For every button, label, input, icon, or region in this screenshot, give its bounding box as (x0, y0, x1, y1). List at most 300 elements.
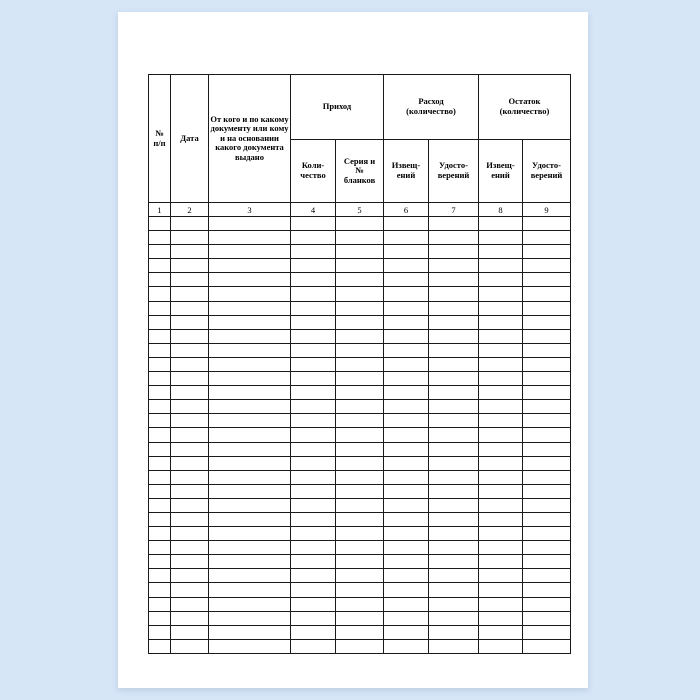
table-cell-empty[interactable] (384, 301, 429, 315)
table-row[interactable] (149, 541, 571, 555)
table-cell-empty[interactable] (149, 259, 171, 273)
table-cell-empty[interactable] (336, 301, 384, 315)
table-cell-empty[interactable] (384, 231, 429, 245)
table-cell-empty[interactable] (209, 217, 291, 231)
table-cell-empty[interactable] (429, 217, 479, 231)
table-cell-empty[interactable] (209, 301, 291, 315)
table-cell-empty[interactable] (523, 456, 571, 470)
table-cell-empty[interactable] (336, 583, 384, 597)
table-cell-empty[interactable] (384, 498, 429, 512)
table-cell-empty[interactable] (171, 611, 209, 625)
table-cell-empty[interactable] (384, 456, 429, 470)
table-cell-empty[interactable] (479, 470, 523, 484)
table-cell-empty[interactable] (336, 569, 384, 583)
table-cell-empty[interactable] (291, 372, 336, 386)
table-cell-empty[interactable] (384, 343, 429, 357)
table-cell-empty[interactable] (429, 259, 479, 273)
table-cell-empty[interactable] (149, 583, 171, 597)
table-cell-empty[interactable] (336, 456, 384, 470)
table-cell-empty[interactable] (384, 512, 429, 526)
table-cell-empty[interactable] (336, 512, 384, 526)
table-cell-empty[interactable] (149, 470, 171, 484)
table-cell-empty[interactable] (171, 400, 209, 414)
table-cell-empty[interactable] (479, 372, 523, 386)
table-row[interactable] (149, 301, 571, 315)
table-cell-empty[interactable] (384, 217, 429, 231)
table-cell-empty[interactable] (149, 287, 171, 301)
table-cell-empty[interactable] (523, 442, 571, 456)
table-row[interactable] (149, 639, 571, 653)
table-row[interactable] (149, 400, 571, 414)
table-cell-empty[interactable] (336, 484, 384, 498)
table-cell-empty[interactable] (149, 498, 171, 512)
table-cell-empty[interactable] (479, 259, 523, 273)
table-cell-empty[interactable] (523, 541, 571, 555)
table-cell-empty[interactable] (336, 372, 384, 386)
table-cell-empty[interactable] (429, 315, 479, 329)
table-cell-empty[interactable] (209, 315, 291, 329)
table-cell-empty[interactable] (479, 231, 523, 245)
table-cell-empty[interactable] (291, 287, 336, 301)
table-cell-empty[interactable] (171, 512, 209, 526)
table-cell-empty[interactable] (209, 329, 291, 343)
table-cell-empty[interactable] (171, 217, 209, 231)
table-cell-empty[interactable] (479, 527, 523, 541)
table-cell-empty[interactable] (479, 273, 523, 287)
table-cell-empty[interactable] (384, 541, 429, 555)
table-row[interactable] (149, 583, 571, 597)
table-row[interactable] (149, 498, 571, 512)
table-cell-empty[interactable] (149, 597, 171, 611)
table-cell-empty[interactable] (479, 625, 523, 639)
table-cell-empty[interactable] (384, 259, 429, 273)
table-cell-empty[interactable] (291, 357, 336, 371)
table-cell-empty[interactable] (384, 597, 429, 611)
table-cell-empty[interactable] (336, 343, 384, 357)
table-cell-empty[interactable] (291, 611, 336, 625)
table-cell-empty[interactable] (523, 273, 571, 287)
table-cell-empty[interactable] (523, 414, 571, 428)
table-cell-empty[interactable] (209, 470, 291, 484)
table-cell-empty[interactable] (479, 329, 523, 343)
table-cell-empty[interactable] (479, 386, 523, 400)
table-cell-empty[interactable] (291, 541, 336, 555)
table-cell-empty[interactable] (149, 611, 171, 625)
table-cell-empty[interactable] (429, 357, 479, 371)
table-cell-empty[interactable] (523, 484, 571, 498)
table-cell-empty[interactable] (479, 400, 523, 414)
table-cell-empty[interactable] (171, 259, 209, 273)
table-row[interactable] (149, 414, 571, 428)
table-cell-empty[interactable] (523, 611, 571, 625)
table-cell-empty[interactable] (429, 442, 479, 456)
table-cell-empty[interactable] (209, 583, 291, 597)
table-cell-empty[interactable] (429, 583, 479, 597)
table-row[interactable] (149, 484, 571, 498)
table-row[interactable] (149, 442, 571, 456)
table-cell-empty[interactable] (523, 512, 571, 526)
table-cell-empty[interactable] (171, 555, 209, 569)
table-cell-empty[interactable] (209, 386, 291, 400)
table-cell-empty[interactable] (523, 315, 571, 329)
table-cell-empty[interactable] (171, 456, 209, 470)
table-cell-empty[interactable] (171, 231, 209, 245)
table-cell-empty[interactable] (291, 245, 336, 259)
table-cell-empty[interactable] (171, 639, 209, 653)
table-cell-empty[interactable] (291, 484, 336, 498)
table-cell-empty[interactable] (523, 555, 571, 569)
table-cell-empty[interactable] (209, 611, 291, 625)
table-cell-empty[interactable] (171, 287, 209, 301)
table-cell-empty[interactable] (209, 541, 291, 555)
table-cell-empty[interactable] (171, 569, 209, 583)
table-cell-empty[interactable] (429, 470, 479, 484)
table-cell-empty[interactable] (209, 414, 291, 428)
table-cell-empty[interactable] (479, 442, 523, 456)
table-cell-empty[interactable] (209, 512, 291, 526)
table-cell-empty[interactable] (149, 217, 171, 231)
table-cell-empty[interactable] (209, 428, 291, 442)
table-cell-empty[interactable] (336, 315, 384, 329)
table-cell-empty[interactable] (523, 287, 571, 301)
table-cell-empty[interactable] (523, 625, 571, 639)
table-cell-empty[interactable] (384, 315, 429, 329)
table-cell-empty[interactable] (291, 456, 336, 470)
table-cell-empty[interactable] (336, 386, 384, 400)
table-cell-empty[interactable] (479, 343, 523, 357)
table-cell-empty[interactable] (171, 372, 209, 386)
table-cell-empty[interactable] (429, 541, 479, 555)
table-cell-empty[interactable] (336, 357, 384, 371)
table-cell-empty[interactable] (209, 498, 291, 512)
table-cell-empty[interactable] (479, 287, 523, 301)
table-cell-empty[interactable] (291, 259, 336, 273)
table-cell-empty[interactable] (384, 245, 429, 259)
table-row[interactable] (149, 512, 571, 526)
table-cell-empty[interactable] (479, 583, 523, 597)
table-cell-empty[interactable] (384, 527, 429, 541)
table-row[interactable] (149, 217, 571, 231)
table-cell-empty[interactable] (149, 400, 171, 414)
table-cell-empty[interactable] (336, 611, 384, 625)
table-cell-empty[interactable] (429, 414, 479, 428)
table-cell-empty[interactable] (209, 442, 291, 456)
table-cell-empty[interactable] (384, 357, 429, 371)
table-cell-empty[interactable] (429, 428, 479, 442)
table-cell-empty[interactable] (291, 273, 336, 287)
table-cell-empty[interactable] (149, 231, 171, 245)
table-cell-empty[interactable] (336, 625, 384, 639)
table-cell-empty[interactable] (479, 555, 523, 569)
table-cell-empty[interactable] (149, 569, 171, 583)
table-cell-empty[interactable] (384, 639, 429, 653)
table-row[interactable] (149, 357, 571, 371)
table-row[interactable] (149, 259, 571, 273)
table-cell-empty[interactable] (171, 527, 209, 541)
table-cell-empty[interactable] (149, 442, 171, 456)
table-cell-empty[interactable] (171, 498, 209, 512)
table-cell-empty[interactable] (523, 329, 571, 343)
table-cell-empty[interactable] (384, 555, 429, 569)
table-row[interactable] (149, 611, 571, 625)
table-cell-empty[interactable] (336, 541, 384, 555)
table-cell-empty[interactable] (336, 287, 384, 301)
table-cell-empty[interactable] (209, 400, 291, 414)
table-cell-empty[interactable] (209, 343, 291, 357)
table-cell-empty[interactable] (149, 301, 171, 315)
table-cell-empty[interactable] (209, 372, 291, 386)
table-cell-empty[interactable] (523, 217, 571, 231)
table-cell-empty[interactable] (384, 484, 429, 498)
table-cell-empty[interactable] (523, 343, 571, 357)
table-cell-empty[interactable] (291, 329, 336, 343)
table-cell-empty[interactable] (429, 555, 479, 569)
table-cell-empty[interactable] (209, 625, 291, 639)
table-row[interactable] (149, 470, 571, 484)
table-cell-empty[interactable] (384, 569, 429, 583)
table-cell-empty[interactable] (479, 569, 523, 583)
table-cell-empty[interactable] (479, 245, 523, 259)
table-cell-empty[interactable] (209, 597, 291, 611)
table-cell-empty[interactable] (149, 357, 171, 371)
table-cell-empty[interactable] (429, 245, 479, 259)
table-cell-empty[interactable] (336, 245, 384, 259)
table-cell-empty[interactable] (171, 442, 209, 456)
table-cell-empty[interactable] (384, 400, 429, 414)
table-cell-empty[interactable] (479, 301, 523, 315)
table-row[interactable] (149, 372, 571, 386)
table-cell-empty[interactable] (291, 583, 336, 597)
table-cell-empty[interactable] (291, 512, 336, 526)
table-cell-empty[interactable] (291, 442, 336, 456)
table-cell-empty[interactable] (336, 498, 384, 512)
table-cell-empty[interactable] (429, 639, 479, 653)
table-cell-empty[interactable] (384, 470, 429, 484)
table-cell-empty[interactable] (479, 315, 523, 329)
table-cell-empty[interactable] (384, 414, 429, 428)
table-cell-empty[interactable] (291, 301, 336, 315)
table-cell-empty[interactable] (149, 343, 171, 357)
table-cell-empty[interactable] (336, 428, 384, 442)
table-cell-empty[interactable] (149, 541, 171, 555)
table-cell-empty[interactable] (209, 639, 291, 653)
table-cell-empty[interactable] (291, 231, 336, 245)
table-cell-empty[interactable] (384, 386, 429, 400)
table-cell-empty[interactable] (479, 597, 523, 611)
table-cell-empty[interactable] (291, 217, 336, 231)
table-cell-empty[interactable] (149, 329, 171, 343)
table-cell-empty[interactable] (429, 569, 479, 583)
table-cell-empty[interactable] (171, 583, 209, 597)
table-cell-empty[interactable] (209, 527, 291, 541)
table-cell-empty[interactable] (149, 315, 171, 329)
table-cell-empty[interactable] (209, 273, 291, 287)
table-cell-empty[interactable] (336, 259, 384, 273)
table-cell-empty[interactable] (523, 498, 571, 512)
table-cell-empty[interactable] (149, 639, 171, 653)
table-cell-empty[interactable] (523, 259, 571, 273)
table-cell-empty[interactable] (291, 414, 336, 428)
table-cell-empty[interactable] (523, 400, 571, 414)
table-cell-empty[interactable] (149, 484, 171, 498)
table-cell-empty[interactable] (479, 217, 523, 231)
table-cell-empty[interactable] (429, 372, 479, 386)
table-cell-empty[interactable] (523, 357, 571, 371)
table-cell-empty[interactable] (479, 484, 523, 498)
table-cell-empty[interactable] (523, 569, 571, 583)
table-cell-empty[interactable] (523, 639, 571, 653)
table-cell-empty[interactable] (149, 456, 171, 470)
table-cell-empty[interactable] (479, 414, 523, 428)
table-cell-empty[interactable] (336, 414, 384, 428)
table-cell-empty[interactable] (291, 400, 336, 414)
table-cell-empty[interactable] (384, 287, 429, 301)
table-cell-empty[interactable] (523, 470, 571, 484)
table-cell-empty[interactable] (384, 625, 429, 639)
table-cell-empty[interactable] (149, 527, 171, 541)
table-cell-empty[interactable] (291, 343, 336, 357)
table-cell-empty[interactable] (384, 611, 429, 625)
table-cell-empty[interactable] (149, 555, 171, 569)
table-cell-empty[interactable] (149, 386, 171, 400)
table-cell-empty[interactable] (523, 245, 571, 259)
table-cell-empty[interactable] (336, 217, 384, 231)
table-cell-empty[interactable] (523, 527, 571, 541)
table-row[interactable] (149, 456, 571, 470)
table-cell-empty[interactable] (479, 541, 523, 555)
table-cell-empty[interactable] (523, 583, 571, 597)
table-cell-empty[interactable] (523, 372, 571, 386)
table-cell-empty[interactable] (171, 315, 209, 329)
table-cell-empty[interactable] (291, 527, 336, 541)
table-row[interactable] (149, 287, 571, 301)
table-row[interactable] (149, 569, 571, 583)
table-cell-empty[interactable] (429, 512, 479, 526)
table-row[interactable] (149, 597, 571, 611)
table-cell-empty[interactable] (149, 414, 171, 428)
table-cell-empty[interactable] (291, 498, 336, 512)
table-cell-empty[interactable] (209, 287, 291, 301)
table-cell-empty[interactable] (291, 470, 336, 484)
table-row[interactable] (149, 625, 571, 639)
table-cell-empty[interactable] (171, 357, 209, 371)
table-row[interactable] (149, 343, 571, 357)
table-cell-empty[interactable] (429, 301, 479, 315)
table-cell-empty[interactable] (336, 273, 384, 287)
table-cell-empty[interactable] (429, 611, 479, 625)
table-cell-empty[interactable] (171, 597, 209, 611)
table-cell-empty[interactable] (336, 527, 384, 541)
table-row[interactable] (149, 315, 571, 329)
table-row[interactable] (149, 273, 571, 287)
table-cell-empty[interactable] (149, 428, 171, 442)
table-cell-empty[interactable] (171, 386, 209, 400)
table-cell-empty[interactable] (479, 428, 523, 442)
table-cell-empty[interactable] (171, 625, 209, 639)
table-cell-empty[interactable] (479, 498, 523, 512)
table-cell-empty[interactable] (384, 428, 429, 442)
table-cell-empty[interactable] (336, 555, 384, 569)
table-cell-empty[interactable] (291, 315, 336, 329)
table-row[interactable] (149, 245, 571, 259)
table-cell-empty[interactable] (291, 386, 336, 400)
table-cell-empty[interactable] (429, 231, 479, 245)
table-cell-empty[interactable] (209, 569, 291, 583)
table-cell-empty[interactable] (429, 287, 479, 301)
table-cell-empty[interactable] (523, 231, 571, 245)
table-cell-empty[interactable] (336, 231, 384, 245)
table-cell-empty[interactable] (479, 639, 523, 653)
table-cell-empty[interactable] (149, 245, 171, 259)
table-cell-empty[interactable] (429, 498, 479, 512)
table-cell-empty[interactable] (291, 569, 336, 583)
table-cell-empty[interactable] (291, 639, 336, 653)
table-cell-empty[interactable] (384, 329, 429, 343)
table-cell-empty[interactable] (336, 597, 384, 611)
table-cell-empty[interactable] (209, 484, 291, 498)
table-cell-empty[interactable] (429, 329, 479, 343)
table-cell-empty[interactable] (291, 428, 336, 442)
table-cell-empty[interactable] (171, 428, 209, 442)
table-cell-empty[interactable] (429, 625, 479, 639)
table-cell-empty[interactable] (429, 386, 479, 400)
table-cell-empty[interactable] (209, 357, 291, 371)
table-cell-empty[interactable] (523, 386, 571, 400)
table-cell-empty[interactable] (336, 442, 384, 456)
table-cell-empty[interactable] (384, 372, 429, 386)
table-cell-empty[interactable] (209, 231, 291, 245)
table-cell-empty[interactable] (523, 597, 571, 611)
table-cell-empty[interactable] (429, 400, 479, 414)
table-cell-empty[interactable] (336, 639, 384, 653)
table-cell-empty[interactable] (291, 597, 336, 611)
table-cell-empty[interactable] (171, 414, 209, 428)
table-row[interactable] (149, 527, 571, 541)
table-cell-empty[interactable] (171, 245, 209, 259)
table-cell-empty[interactable] (479, 611, 523, 625)
table-row[interactable] (149, 329, 571, 343)
table-cell-empty[interactable] (336, 470, 384, 484)
table-cell-empty[interactable] (209, 259, 291, 273)
table-row[interactable] (149, 386, 571, 400)
table-cell-empty[interactable] (209, 555, 291, 569)
table-cell-empty[interactable] (336, 400, 384, 414)
table-cell-empty[interactable] (479, 357, 523, 371)
table-row[interactable] (149, 555, 571, 569)
table-cell-empty[interactable] (384, 273, 429, 287)
table-cell-empty[interactable] (291, 625, 336, 639)
table-cell-empty[interactable] (429, 527, 479, 541)
table-cell-empty[interactable] (171, 343, 209, 357)
table-cell-empty[interactable] (171, 301, 209, 315)
table-cell-empty[interactable] (209, 245, 291, 259)
table-cell-empty[interactable] (171, 484, 209, 498)
table-cell-empty[interactable] (429, 456, 479, 470)
table-row[interactable] (149, 428, 571, 442)
table-row[interactable] (149, 231, 571, 245)
table-cell-empty[interactable] (291, 555, 336, 569)
table-cell-empty[interactable] (171, 329, 209, 343)
table-cell-empty[interactable] (149, 512, 171, 526)
table-cell-empty[interactable] (429, 343, 479, 357)
table-cell-empty[interactable] (429, 597, 479, 611)
table-cell-empty[interactable] (149, 273, 171, 287)
table-cell-empty[interactable] (384, 583, 429, 597)
table-cell-empty[interactable] (479, 456, 523, 470)
table-cell-empty[interactable] (336, 329, 384, 343)
table-cell-empty[interactable] (523, 428, 571, 442)
table-cell-empty[interactable] (384, 442, 429, 456)
